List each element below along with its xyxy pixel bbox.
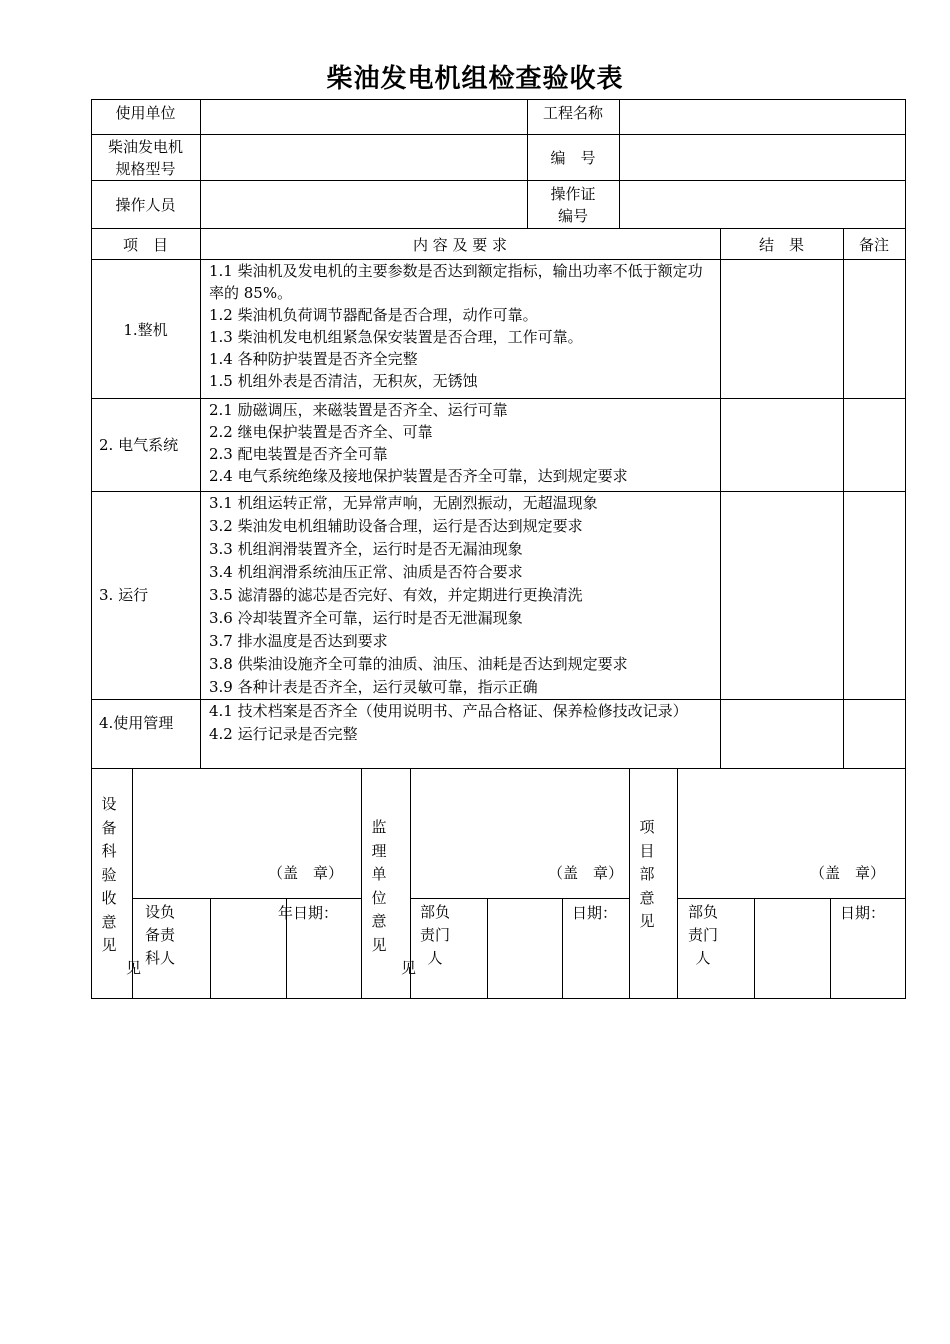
list-item: 2.3 配电装置是否齐全可靠 <box>209 445 388 463</box>
section-4-result[interactable] <box>721 700 842 768</box>
equipment-side-label: 设备科验收意见 <box>101 795 117 954</box>
section-2-name: 2. 电气系统 <box>99 436 179 454</box>
project-name-label: 工程名称 <box>542 104 603 122</box>
project-side-label: 项目部意见 <box>639 818 655 930</box>
equipment-person-label: 设负备责科人 <box>144 903 175 967</box>
list-item: 3.1 机组运转正常，无异常声响，无剧烈振动，无超温现象 <box>209 494 598 512</box>
section-4-remark[interactable] <box>844 700 905 768</box>
section-1-remark[interactable] <box>844 260 905 398</box>
column-header-result: 结 果 <box>758 236 804 254</box>
user-unit-label: 使用单位 <box>115 104 176 122</box>
list-item: 3.6 冷却装置齐全可靠，运行时是否无泄漏现象 <box>209 609 523 627</box>
list-item: 1.1 柴油机及发电机的主要参数是否达到额定指标，输出功率不低于额定功率的 85%。 <box>209 262 703 302</box>
list-item: 3.7 排水温度是否达到要求 <box>209 632 388 650</box>
number-label: 编 号 <box>550 149 596 167</box>
column-header-content: 内 容 及 要 求 <box>412 236 508 254</box>
equipment-date-label: 年日期： <box>278 904 339 922</box>
equipment-side-extra: 见 <box>126 959 142 977</box>
list-item: 4.1 技术档案是否齐全（使用说明书、产品合格证、保养检修技改记录） <box>209 702 688 720</box>
list-item: 2.1 励磁调压，来磁装置是否齐全、运行可靠 <box>209 401 508 419</box>
section-3-name: 3. 运行 <box>99 586 149 604</box>
list-item: 3.8 供柴油设施齐全可靠的油质、油压、油耗是否达到规定要求 <box>209 655 628 673</box>
operator-label: 操作人员 <box>115 196 176 214</box>
list-item: 3.3 机组润滑装置齐全，运行时是否无漏油现象 <box>209 540 523 558</box>
list-item: 2.4 电气系统绝缘及接地保护装置是否齐全可靠，达到规定要求 <box>209 467 628 485</box>
list-item: 2.2 继电保护装置是否齐全、可靠 <box>209 423 433 441</box>
list-item: 3.2 柴油发电机组辅助设备合理，运行是否达到规定要求 <box>209 517 583 535</box>
list-item: 3.4 机组润滑系统油压正常、油质是否符合要求 <box>209 563 523 581</box>
spec-label: 柴油发电机 规格型号 <box>107 138 183 178</box>
section-2-content <box>209 399 717 487</box>
list-item: 3.5 滤清器的滤芯是否完好、有效，并定期进行更换清洗 <box>209 586 583 604</box>
section-2-remark[interactable] <box>844 399 905 491</box>
column-header-item: 项 目 <box>122 236 168 254</box>
project-person-label: 部负责门人 <box>687 903 718 967</box>
project-seal: （盖 章） <box>810 864 886 882</box>
supervision-side-extra: 见 <box>401 959 417 977</box>
supervision-date-label: 日期： <box>572 904 618 922</box>
section-4-content <box>209 700 717 746</box>
section-3-remark[interactable] <box>844 492 905 699</box>
cert-label: 操作证 编号 <box>550 185 596 225</box>
list-item: 3.9 各种计表是否齐全，运行灵敏可靠，指示正确 <box>209 678 538 696</box>
column-header-remark: 备注 <box>858 236 889 254</box>
list-item: 1.4 各种防护装置是否齐全完整 <box>209 350 418 368</box>
section-2-result[interactable] <box>721 399 842 491</box>
section-1-result[interactable] <box>721 260 842 398</box>
section-1-name: 1.整机 <box>123 321 168 339</box>
equipment-seal: （盖 章） <box>268 864 344 882</box>
supervision-side-label: 监理单位意见 <box>371 818 387 954</box>
supervision-person-label: 部负责门人 <box>419 903 450 967</box>
project-date-label: 日期： <box>840 904 886 922</box>
project-person-signature[interactable] <box>756 900 829 996</box>
equipment-person-signature[interactable] <box>212 900 285 996</box>
list-item: 1.3 柴油机发电机组紧急保安装置是否合理，工作可靠。 <box>209 328 583 346</box>
supervision-seal: （盖 章） <box>548 864 624 882</box>
list-item: 1.2 柴油机负荷调节器配备是否合理，动作可靠。 <box>209 306 538 324</box>
list-item: 4.2 运行记录是否完整 <box>209 725 358 743</box>
section-3-result[interactable] <box>721 492 842 699</box>
section-4-name: 4.使用管理 <box>99 714 174 732</box>
section-1-content <box>209 260 717 392</box>
section-3-content <box>209 492 717 699</box>
supervision-person-signature[interactable] <box>489 900 561 996</box>
page-title: 柴油发电机组检查验收表 <box>326 64 624 94</box>
list-item: 1.5 机组外表是否清洁，无积灰，无锈蚀 <box>209 372 478 390</box>
